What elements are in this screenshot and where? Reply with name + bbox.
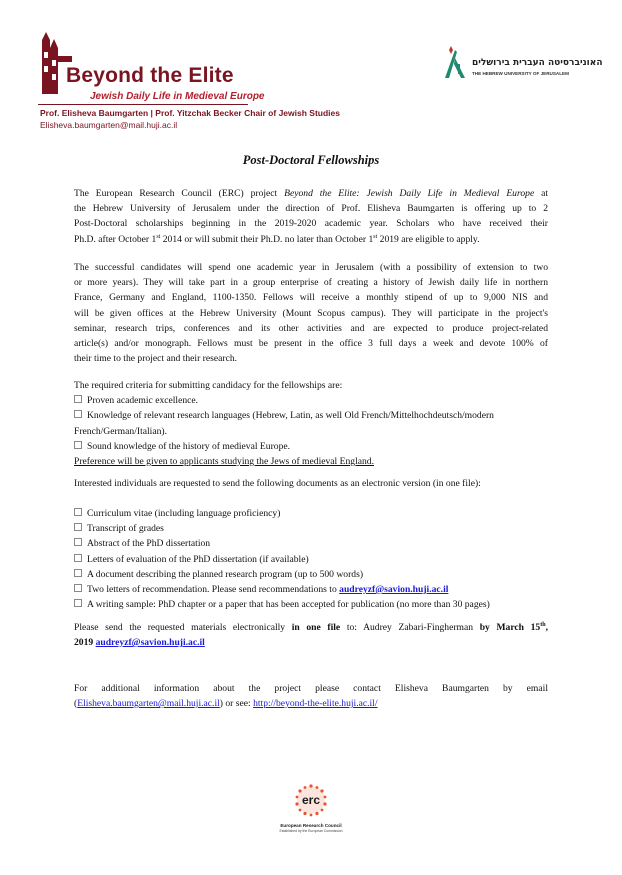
- contact-paragraph: [74, 681, 548, 711]
- checkbox-icon: [74, 599, 82, 607]
- submission-email-link[interactable]: audreyzf@savion.huji.ac.il: [95, 637, 205, 649]
- document-item: Curriculum vitae (including language proficiency): [74, 506, 548, 521]
- checkbox-icon: [74, 523, 82, 531]
- documents-list: [74, 506, 548, 612]
- document-item: Letters of evaluation of the PhD dissertation (if available): [74, 552, 548, 567]
- erc-logo-text: erc: [301, 793, 321, 807]
- contact-email-link[interactable]: Elisheva.baumgarten@mail.huji.ac.il: [77, 698, 220, 710]
- checkbox-icon: [74, 508, 82, 516]
- duties-line: or more years). They will take part in a group enterprise of creating a history of Jewish daily life in northern: [74, 277, 548, 289]
- checkbox-icon: [74, 538, 82, 546]
- intro-line: Ph.D. after October 1st 2014 or will submit their Ph.D. no later than October 1st 2019 are eligible to apply.: [74, 233, 480, 245]
- criteria-item: Sound knowledge of the history of medieval Europe.: [74, 439, 548, 454]
- intro-line: The European Research Council (ERC) project Beyond the Elite: Jewish Daily Life in Medieval Europe at: [74, 188, 548, 199]
- duties-line: The successful candidates will spend one academic year in Jerusalem (with a possibility of extension to two: [74, 262, 548, 273]
- criteria-item-continued: French/German/Italian).: [74, 425, 167, 437]
- header-divider: [38, 104, 248, 105]
- erc-tagline: Established by the European Commission: [279, 829, 343, 833]
- document-item: Two letters of recommendation. Please send recommendations to audreyzf@savion.huji.ac.il: [74, 582, 548, 597]
- header-email: Elisheva.baumgarten@mail.huji.ac.il: [40, 120, 178, 130]
- documents-intro: Interested individuals are requested to send the following documents as an electronic version (in one file):: [74, 478, 481, 489]
- checkbox-icon: [74, 584, 82, 592]
- project-website-link[interactable]: http://beyond-the-elite.huji.ac.il/: [253, 698, 378, 710]
- duties-line: France, Germany and England, 1100-1350. Fellows will receive a monthly stipend of up to 9,000 NIS and: [74, 292, 548, 304]
- criteria-section: [74, 378, 548, 469]
- duties-line: article(s) and/or monograph. Fellows must be present in the office 3 full days a week and devote 100% of: [74, 338, 548, 350]
- submission-line: 2019 audreyzf@savion.huji.ac.il: [74, 637, 205, 649]
- contact-line: For additional information about the project please contact Elisheva Baumgarten by email: [74, 683, 548, 694]
- checkbox-icon: [74, 395, 82, 403]
- intro-paragraph: [74, 186, 548, 247]
- preference-note: Preference will be given to applicants studying the Jews of medieval England.: [74, 456, 374, 468]
- contact-line: (Elisheva.baumgarten@mail.huji.ac.il) or see: http://beyond-the-elite.huji.ac.il/: [74, 698, 378, 710]
- duties-line: will be given offices at the Hebrew University (Mount Scopus campus). They will participate in the project's: [74, 307, 548, 319]
- checkbox-icon: [74, 569, 82, 577]
- document-item: Transcript of grades: [74, 521, 548, 536]
- header-professors: Prof. Elisheva Baumgarten | Prof. Yitzchak Becker Chair of Jewish Studies: [40, 108, 340, 118]
- logo-subtitle: Jewish Daily Life in Medieval Europe: [90, 91, 265, 102]
- huji-english-name: THE HEBREW UNIVERSITY OF JERUSALEM: [472, 71, 569, 76]
- document-item: Abstract of the PhD dissertation: [74, 536, 548, 551]
- duties-paragraph: [74, 260, 548, 366]
- duties-line: seminar, research trips, conferences and its other activities and are expected to produce project-related: [74, 322, 548, 334]
- checkbox-icon: [74, 441, 82, 449]
- checkbox-icon: [74, 410, 82, 418]
- criteria-intro: The required criteria for submitting candidacy for the fellowships are:: [74, 380, 343, 391]
- submission-line: Please send the requested materials electronically in one file to: Audrey Zabari-Fingherman by March 15th,: [74, 621, 548, 633]
- erc-name: European Research Council: [280, 823, 342, 828]
- intro-line: the Hebrew University of Jerusalem under the direction of Prof. Elisheva Baumgarten is offering up to 2: [74, 203, 548, 215]
- huji-hebrew-name: האוניברסיטה העברית בירושלים: [472, 58, 603, 68]
- erc-logo: [286, 780, 336, 820]
- criteria-item: Proven academic excellence.: [74, 393, 548, 408]
- logo-title: Beyond the Elite: [66, 64, 234, 87]
- page-title: Post-Doctoral Fellowships: [242, 153, 380, 167]
- document-item: A writing sample: PhD chapter or a paper that has been accepted for publication (no more than 30 pages): [74, 597, 548, 612]
- checkbox-icon: [74, 554, 82, 562]
- recommendation-email-link[interactable]: audreyzf@savion.huji.ac.il: [339, 584, 449, 596]
- document-item: A document describing the planned research program (up to 500 words): [74, 567, 548, 582]
- hebrew-university-logo-icon: [441, 44, 469, 82]
- submission-paragraph: [74, 620, 548, 650]
- intro-line: Post-Doctoral scholarships beginning in the 2019-2020 academic year. Scholars who have received their: [74, 218, 548, 230]
- duties-line: their time to the project and their research.: [74, 353, 238, 365]
- criteria-item: Knowledge of relevant research languages (Hebrew, Latin, as well Old French/Mittelhochdeutsch/modern: [74, 408, 548, 423]
